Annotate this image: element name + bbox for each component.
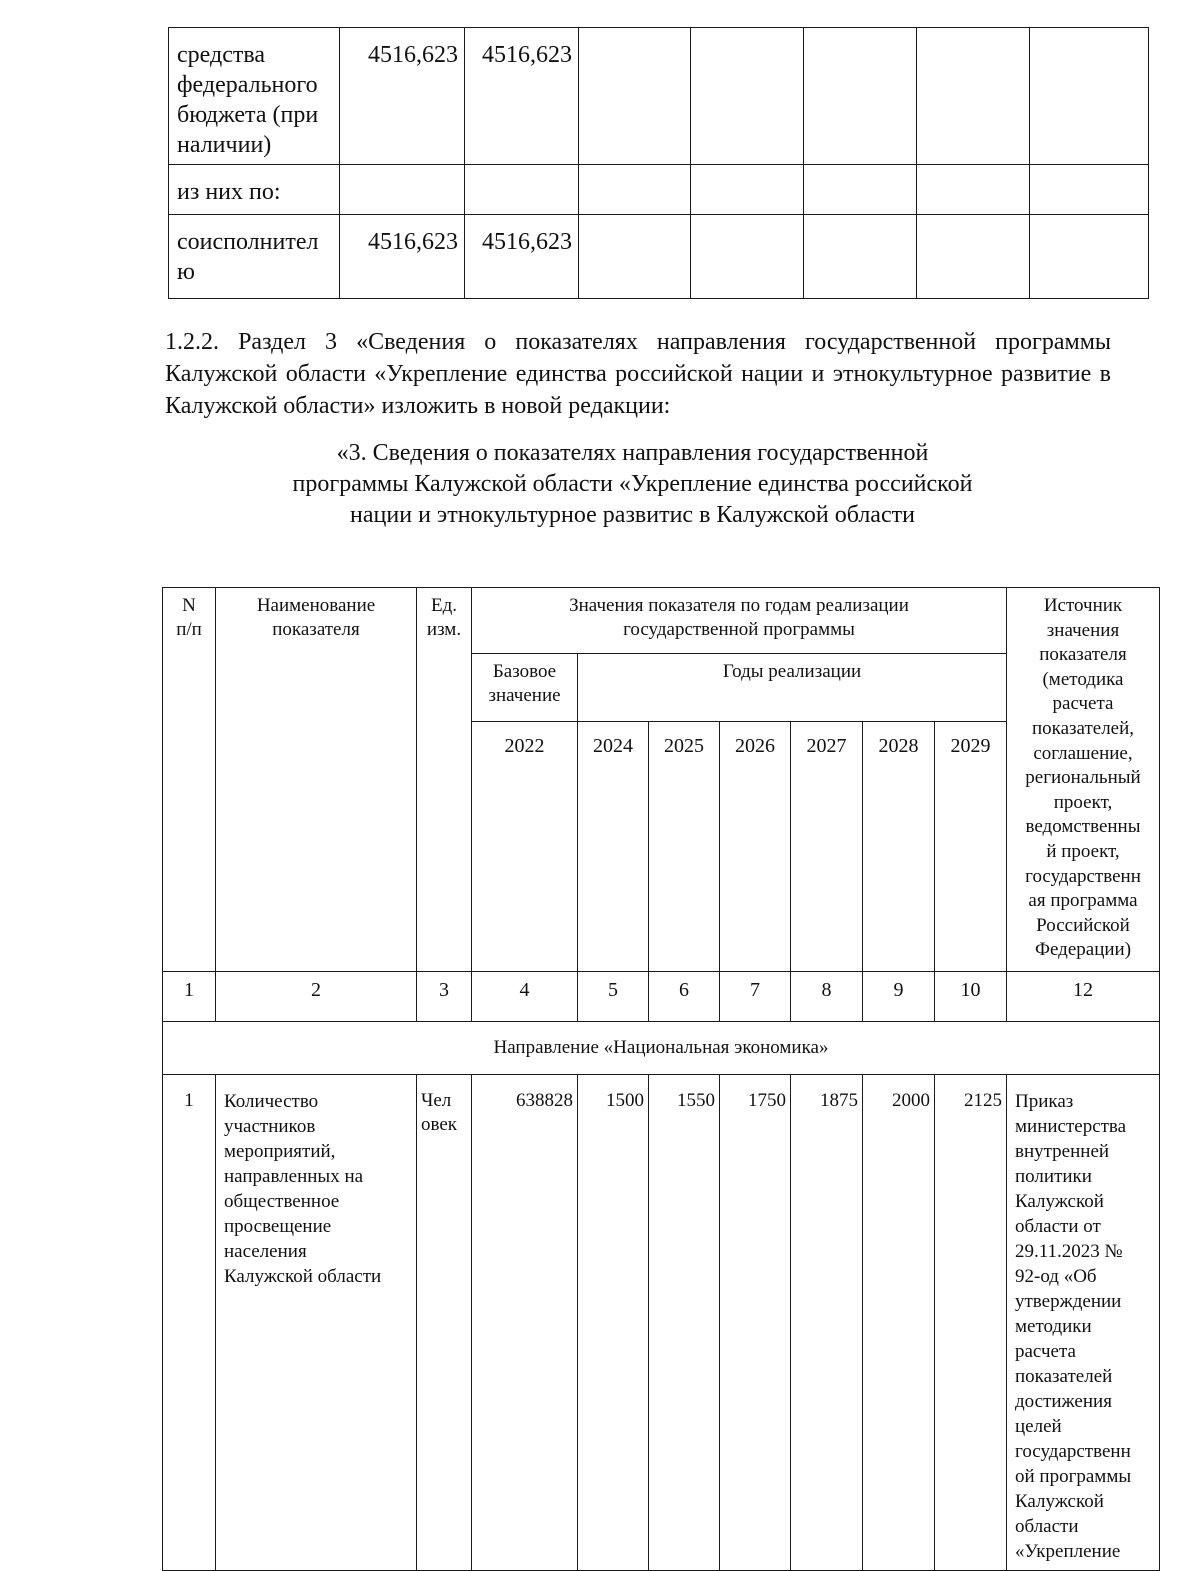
year-value: 4516,623 — [465, 28, 579, 165]
column-number: 9 — [863, 972, 935, 1022]
header-year: 2029 — [935, 722, 1007, 972]
column-number: 6 — [649, 972, 720, 1022]
header-name: Наименование показателя — [216, 588, 417, 972]
column-number: 7 — [720, 972, 791, 1022]
indicator-unit: Чел овек — [417, 1075, 472, 1571]
column-number: 5 — [578, 972, 649, 1022]
base-value: 638828 — [472, 1075, 578, 1571]
year-value: 1875 — [791, 1075, 863, 1571]
column-numbers-row — [163, 972, 1160, 1022]
row-num: 1 — [163, 1075, 216, 1571]
table-row — [163, 1075, 1160, 1571]
header-year: 2025 — [649, 722, 720, 972]
column-number: 2 — [216, 972, 417, 1022]
column-number: 12 — [1007, 972, 1160, 1022]
header-values-group: Значения показателя по годам реализации государственной программы — [472, 588, 1007, 654]
column-number: 3 — [417, 972, 472, 1022]
header-year: 2028 — [863, 722, 935, 972]
header-years-group: Годы реализации — [578, 654, 1007, 722]
section-row: Направление «Национальная экономика» — [163, 1022, 1160, 1075]
year-value: 2125 — [935, 1075, 1007, 1571]
header-year: 2027 — [791, 722, 863, 972]
year-value: 1550 — [649, 1075, 720, 1571]
header-year: 2026 — [720, 722, 791, 972]
funding-table — [168, 27, 1149, 299]
amendment-paragraph: 1.2.2. Раздел 3 «Сведения о показателях направления государственной программы Калужской области «Укрепление единства российской нации и этнокультурное развитие в Калужской области» изложить в новой редакции: — [165, 329, 1111, 419]
header-base: Базовое значение — [472, 654, 578, 722]
row-label: средства федерального бюджета (при наличии) — [169, 28, 340, 165]
column-number: 10 — [935, 972, 1007, 1022]
header-source: Источник значения показателя (методика расчета показателей, соглашение, региональный проект, ведомственны й проект, государственн ая программа Российской Федерации) — [1007, 588, 1160, 972]
year-value: 1500 — [578, 1075, 649, 1571]
table-row — [169, 165, 1149, 215]
table-row — [169, 215, 1149, 299]
total-value: 4516,623 — [340, 28, 465, 165]
column-number: 8 — [791, 972, 863, 1022]
row-label: соисполнител ю — [169, 215, 340, 299]
header-year: 2024 — [578, 722, 649, 972]
header-base-year: 2022 — [472, 722, 578, 972]
year-value: 1750 — [720, 1075, 791, 1571]
indicator-source: Приказ министерства внутренней политики Калужской области от 29.11.2023 № 92-од «Об утверждении методики расчета показателей достижения целей государственн ой программы Калужской области «Укрепление — [1007, 1075, 1160, 1571]
indicator-name: Количество участников мероприятий, направленных на общественное просвещение населения Калужской области — [216, 1075, 417, 1571]
column-number: 1 — [163, 972, 216, 1022]
section-heading: «3. Сведения о показателях направления государственной программы Калужской области «Укрепление единства российской нации и этнокультурное развитис в Калужской области — [292, 440, 973, 528]
year-value: 4516,623 — [465, 215, 579, 299]
row-label: из них по: — [169, 165, 340, 215]
column-number: 4 — [472, 972, 578, 1022]
year-value: 2000 — [863, 1075, 935, 1571]
indicator-table — [162, 587, 1160, 1571]
year-value — [465, 165, 579, 215]
header-unit: Ед. изм. — [417, 588, 472, 972]
total-value: 4516,623 — [340, 215, 465, 299]
total-value — [340, 165, 465, 215]
header-num: N п/п — [163, 588, 216, 972]
table-row — [169, 28, 1149, 165]
